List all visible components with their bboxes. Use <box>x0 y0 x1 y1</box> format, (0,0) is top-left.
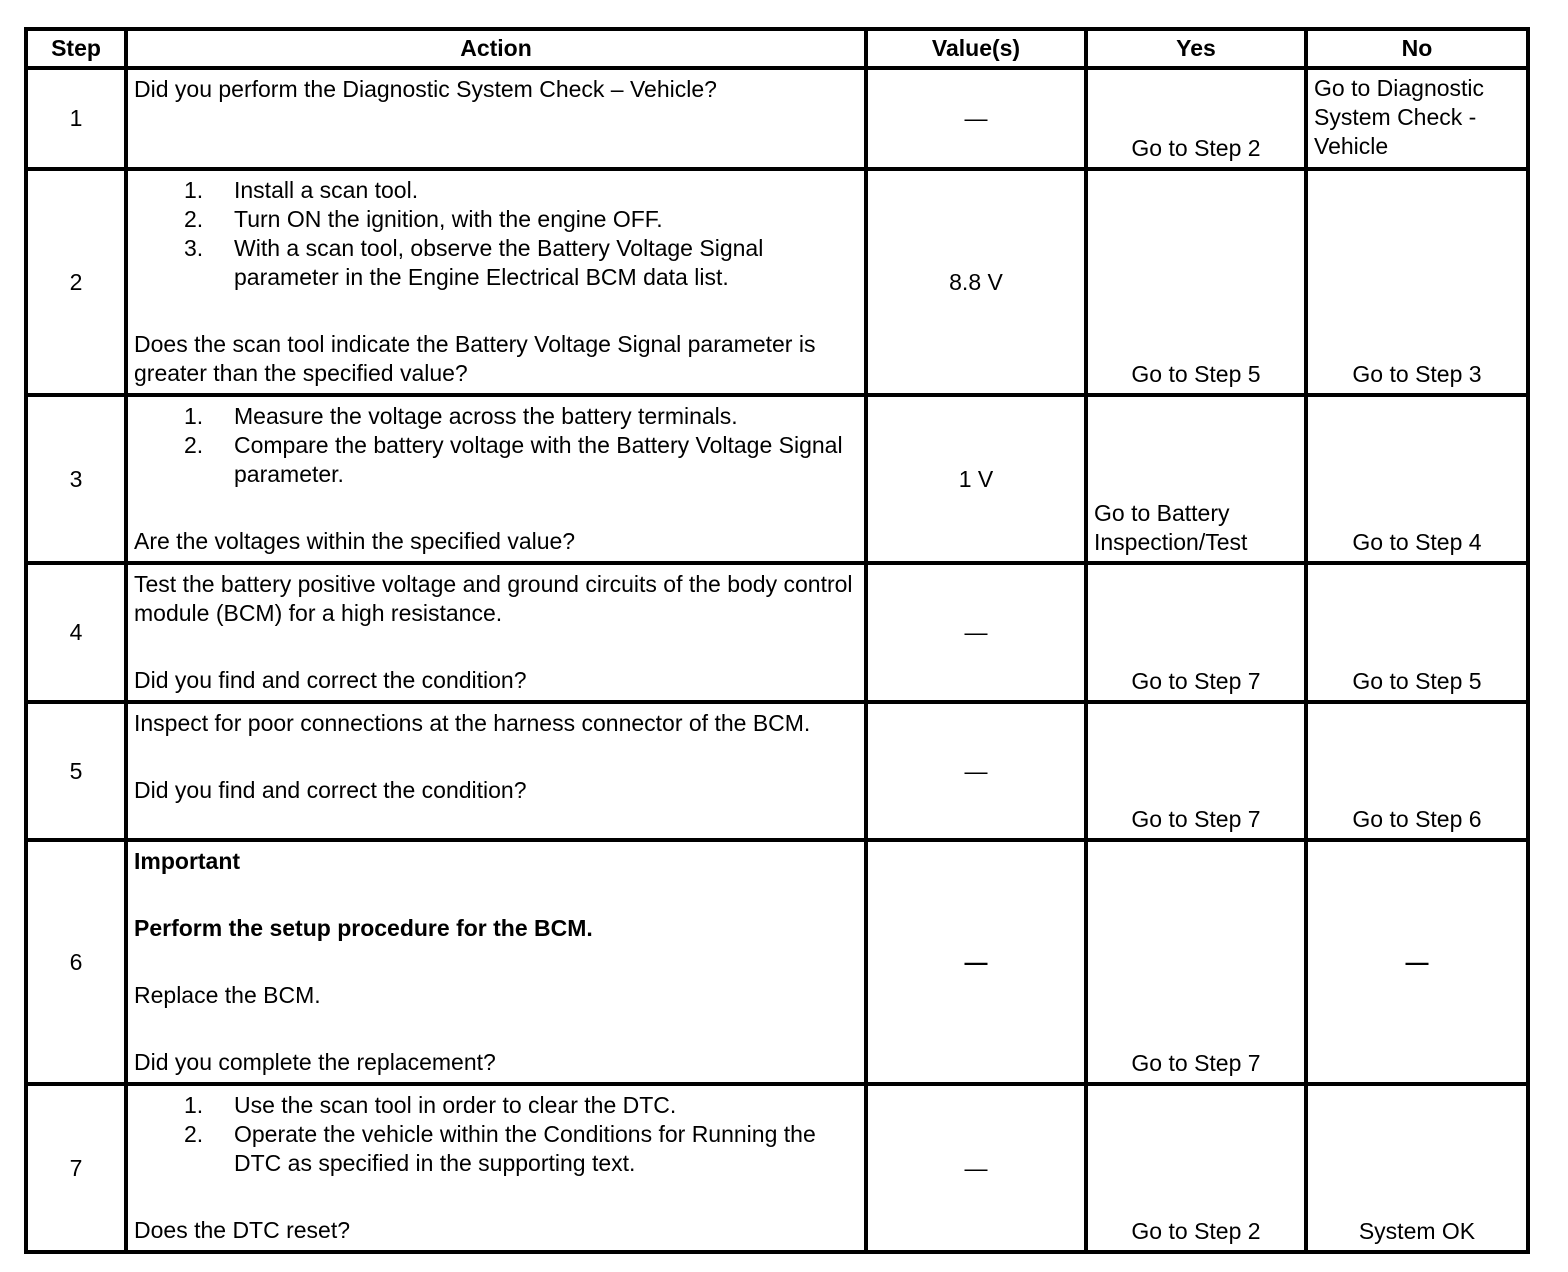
action-cell <box>126 702 866 840</box>
value-cell: — <box>866 702 1086 840</box>
no-line: Go to Diagnostic <box>1314 75 1485 101</box>
question-text: Does the DTC reset? <box>134 1217 351 1243</box>
list-number: 2. <box>184 432 204 458</box>
no-cell: Go to Step 4 <box>1306 395 1528 563</box>
list-number: 3. <box>184 235 204 261</box>
yes-cell: Go to Step 5 <box>1086 169 1306 395</box>
list-item <box>134 176 858 205</box>
list-number: 1. <box>184 177 204 203</box>
yes-cell: Go to Step 2 <box>1086 68 1306 169</box>
list-text: Compare the battery voltage with the Battery Voltage Signal parameter. <box>234 432 843 487</box>
question-text: Does the scan tool indicate the Battery Voltage Signal parameter is greater than the specified value? <box>134 331 816 386</box>
question-text: Did you complete the replacement? <box>134 1049 496 1075</box>
list-text: Turn ON the ignition, with the engine OFF. <box>234 206 663 232</box>
action-cell <box>126 563 866 702</box>
list-text: Use the scan tool in order to clear the DTC. <box>234 1092 677 1118</box>
yes-cell: Go to Step 7 <box>1086 702 1306 840</box>
question-text: Did you find and correct the condition? <box>134 777 527 803</box>
no-cell: — <box>1306 840 1528 1084</box>
header-step: Step <box>26 29 126 68</box>
list-number: 1. <box>184 403 204 429</box>
header-values: Value(s) <box>866 29 1086 68</box>
step-number: 6 <box>26 840 126 1084</box>
action-cell <box>126 840 866 1084</box>
list-number: 2. <box>184 1121 204 1147</box>
header-row <box>26 29 1528 68</box>
list-text: With a scan tool, observe the Battery Voltage Signal parameter in the Engine Electrical BCM data list. <box>234 235 764 290</box>
procedure-list <box>134 1091 858 1178</box>
important-text: Perform the setup procedure for the BCM. <box>134 915 593 941</box>
action-text: Test the battery positive voltage and ground circuits of the body control module (BCM) for a high resistance. <box>134 571 853 626</box>
no-cell <box>1306 68 1528 169</box>
value-cell: — <box>866 563 1086 702</box>
list-item <box>134 205 858 234</box>
yes-line: Go to Battery <box>1094 500 1230 526</box>
table-row <box>26 840 1528 1084</box>
table-row <box>26 395 1528 563</box>
action-cell <box>126 169 866 395</box>
table-row <box>26 563 1528 702</box>
header-no: No <box>1306 29 1528 68</box>
yes-cell: Go to Step 2 <box>1086 1084 1306 1252</box>
list-number: 1. <box>184 1092 204 1118</box>
yes-cell <box>1086 395 1306 563</box>
question-text: Did you find and correct the condition? <box>134 667 527 693</box>
list-text: Install a scan tool. <box>234 177 419 203</box>
no-cell: Go to Step 5 <box>1306 563 1528 702</box>
no-cell: Go to Step 3 <box>1306 169 1528 395</box>
list-text: Operate the vehicle within the Conditions for Running the DTC as specified in the supporting text. <box>234 1121 816 1176</box>
table-row <box>26 702 1528 840</box>
step-number: 7 <box>26 1084 126 1252</box>
procedure-list <box>134 176 858 292</box>
no-line: System Check - <box>1314 104 1477 130</box>
step-number: 3 <box>26 395 126 563</box>
question-text: Are the voltages within the specified value? <box>134 528 576 554</box>
value-cell: — <box>866 68 1086 169</box>
no-cell: Go to Step 6 <box>1306 702 1528 840</box>
no-line: Vehicle <box>1314 133 1389 159</box>
list-text: Measure the voltage across the battery terminals. <box>234 403 738 429</box>
list-item <box>134 1091 858 1120</box>
yes-cell: Go to Step 7 <box>1086 840 1306 1084</box>
action-text: Did you perform the Diagnostic System Check – Vehicle? <box>134 76 717 102</box>
action-cell <box>126 395 866 563</box>
yes-line: Inspection/Test <box>1094 529 1248 555</box>
table-row <box>26 1084 1528 1252</box>
step-number: 4 <box>26 563 126 702</box>
value-cell: — <box>866 1084 1086 1252</box>
action-cell <box>126 1084 866 1252</box>
header-yes: Yes <box>1086 29 1306 68</box>
header-action: Action <box>126 29 866 68</box>
step-number: 5 <box>26 702 126 840</box>
value-cell: 1 V <box>866 395 1086 563</box>
list-item <box>134 234 858 292</box>
step-number: 1 <box>26 68 126 169</box>
action-cell <box>126 68 866 169</box>
list-item <box>134 1120 858 1178</box>
list-number: 2. <box>184 206 204 232</box>
value-cell: — <box>866 840 1086 1084</box>
diagnostic-table <box>24 27 1530 1254</box>
table-row <box>26 169 1528 395</box>
important-label: Important <box>134 848 241 874</box>
yes-cell: Go to Step 7 <box>1086 563 1306 702</box>
procedure-list <box>134 402 858 489</box>
list-item <box>134 431 858 489</box>
step-number: 2 <box>26 169 126 395</box>
value-cell: 8.8 V <box>866 169 1086 395</box>
no-cell: System OK <box>1306 1084 1528 1252</box>
action-text: Inspect for poor connections at the harness connector of the BCM. <box>134 710 811 736</box>
action-text: Replace the BCM. <box>134 982 321 1008</box>
list-item <box>134 402 858 431</box>
table-row <box>26 68 1528 169</box>
